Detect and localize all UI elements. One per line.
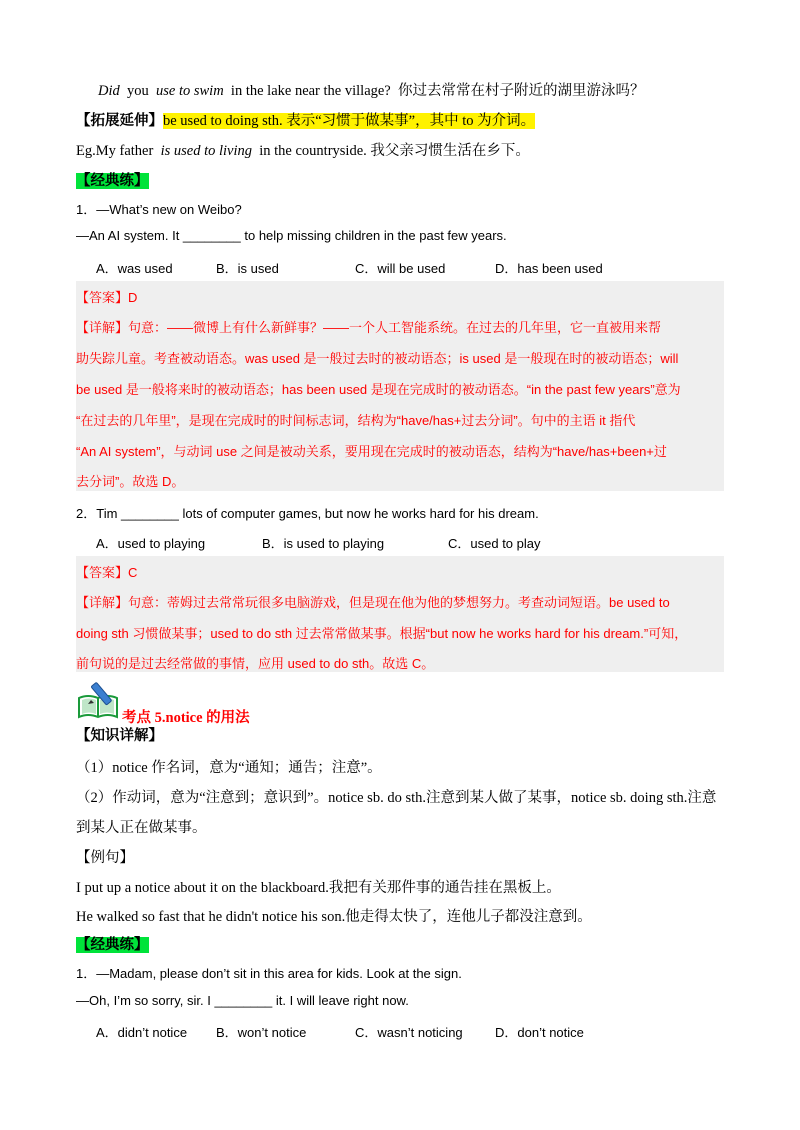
example-you: you	[127, 83, 149, 99]
q1-detail-line-1: 【详解】句意：——微博上有什么新鲜事？——一个人工智能系统。在过去的几年里，它一直被用来帮	[76, 320, 662, 335]
q1-option-b: B．is used	[216, 261, 279, 276]
q2-detail-line-3: 前句说的是过去经常做的事情，应用 used to do sth。故选 C。	[76, 656, 435, 671]
q2-option-b: B．is used to playing	[262, 536, 385, 551]
q1-line2: —An AI system. It ________ to help missing children in the past few years.	[76, 228, 507, 243]
section5-title: 考点 5.notice 的用法	[122, 710, 250, 726]
example-1: I put up a notice about it on the blackboard.我把有关那件事的通告挂在黑板上。	[76, 880, 561, 896]
p2-q1-option-d: D．don’t notice	[495, 1025, 584, 1040]
practice-header-2: 【经典练】	[76, 937, 149, 953]
q2-line1: 2．Tim ________ lots of computer games, but now he works hard for his dream.	[76, 506, 539, 521]
q1-option-a: A．was used	[96, 261, 173, 276]
book-pencil-icon	[76, 680, 120, 720]
p2-q1-line2: —Oh, I’m so sorry, sir. I ________ it. I will leave right now.	[76, 993, 409, 1008]
extension-line	[76, 109, 535, 130]
q1-detail-line-6: 去分词”。故选 D。	[76, 474, 185, 489]
q2-option-a: A．used to playing	[96, 536, 206, 551]
q1-detail-line-4: “在过去的几年里”，是现在完成时的时间标志词，结构为“have/has+过去分词”。句中的主语 it 指代	[76, 413, 636, 428]
example-chinese: 你过去常常在村子附近的湖里游泳吗？	[398, 83, 645, 99]
p2-q1-option-c: C．wasn’t noticing	[355, 1025, 463, 1040]
q2-detail-line-1: 【详解】句意：蒂姆过去常常玩很多电脑游戏，但是现在他为他的梦想努力。考查动词短语。be used to	[76, 595, 670, 610]
example-use-to-swim: use to swim	[156, 83, 224, 99]
extension-label: 【拓展延伸】	[76, 113, 163, 129]
q2-detail-line-2: doing sth 习惯做某事；used to do sth 过去常常做某事。根据“but now he works hard for his dream.”可知，	[76, 626, 688, 641]
example-2: He walked so fast that he didn't notice his son.他走得太快了，连他儿子都没注意到。	[76, 909, 592, 925]
q2-answer-box	[76, 556, 724, 672]
q1-options	[96, 258, 736, 278]
eg-prefix: Eg.My father	[76, 143, 154, 159]
q1-option-c: C．will be used	[355, 261, 446, 276]
q1-detail-line-3: be used 是一般将来时的被动语态；has been used 是现在完成时的被动语态。“in the past few years”意为	[76, 382, 681, 397]
q2-options	[96, 533, 736, 553]
knowledge-header: 【知识详解】	[76, 728, 163, 744]
p2-q1-option-a: A．didn’t notice	[96, 1025, 188, 1040]
p2-q1-option-b: B．won’t notice	[216, 1025, 307, 1040]
p2-q1-options	[96, 1022, 736, 1042]
extension-text: be used to doing sth. 表示“习惯于做某事”，其中 to 为介词。	[163, 113, 536, 129]
notice-noun: （1）notice 作名词，意为“通知；通告；注意”。	[76, 760, 382, 776]
q1-line1: 1．—What’s new on Weibo?	[76, 202, 242, 217]
eg-italic: is used to living	[160, 143, 252, 159]
example-did: Did	[98, 83, 120, 99]
notice-verb-line1: （2）作动词，意为“注意到；意识到”。notice sb. do sth.注意到某人做了某事，notice sb. doing sth.注意	[76, 790, 717, 806]
q1-answer-box	[76, 281, 724, 491]
example-rest: in the lake near the village?	[230, 83, 391, 99]
practice-header-1: 【经典练】	[76, 173, 149, 189]
eg-rest: in the countryside. 我父亲习惯生活在乡下。	[259, 143, 530, 159]
q1-detail-line-5: “An AI system”，与动词 use 之间是被动关系，要用现在完成时的被动语态，结构为“have/has+been+过	[76, 444, 667, 459]
notice-verb-line2: 到某人正在做某事。	[76, 820, 207, 836]
example-header: 【例句】	[76, 850, 134, 866]
q2-option-c: C．used to play	[448, 536, 541, 551]
q1-answer: 【答案】D	[76, 290, 138, 305]
p2-q1-line1: 1．—Madam, please don’t sit in this area for kids. Look at the sign.	[76, 966, 462, 981]
q1-option-d: D．has been used	[495, 261, 603, 276]
example-sentence	[98, 79, 645, 100]
q1-detail-line-2: 助失踪儿童。考查被动语态。was used 是一般过去时的被动语态；is used 是一般现在时的被动语态；will	[76, 351, 679, 366]
q2-answer: 【答案】C	[76, 565, 138, 580]
eg-line	[76, 139, 530, 160]
